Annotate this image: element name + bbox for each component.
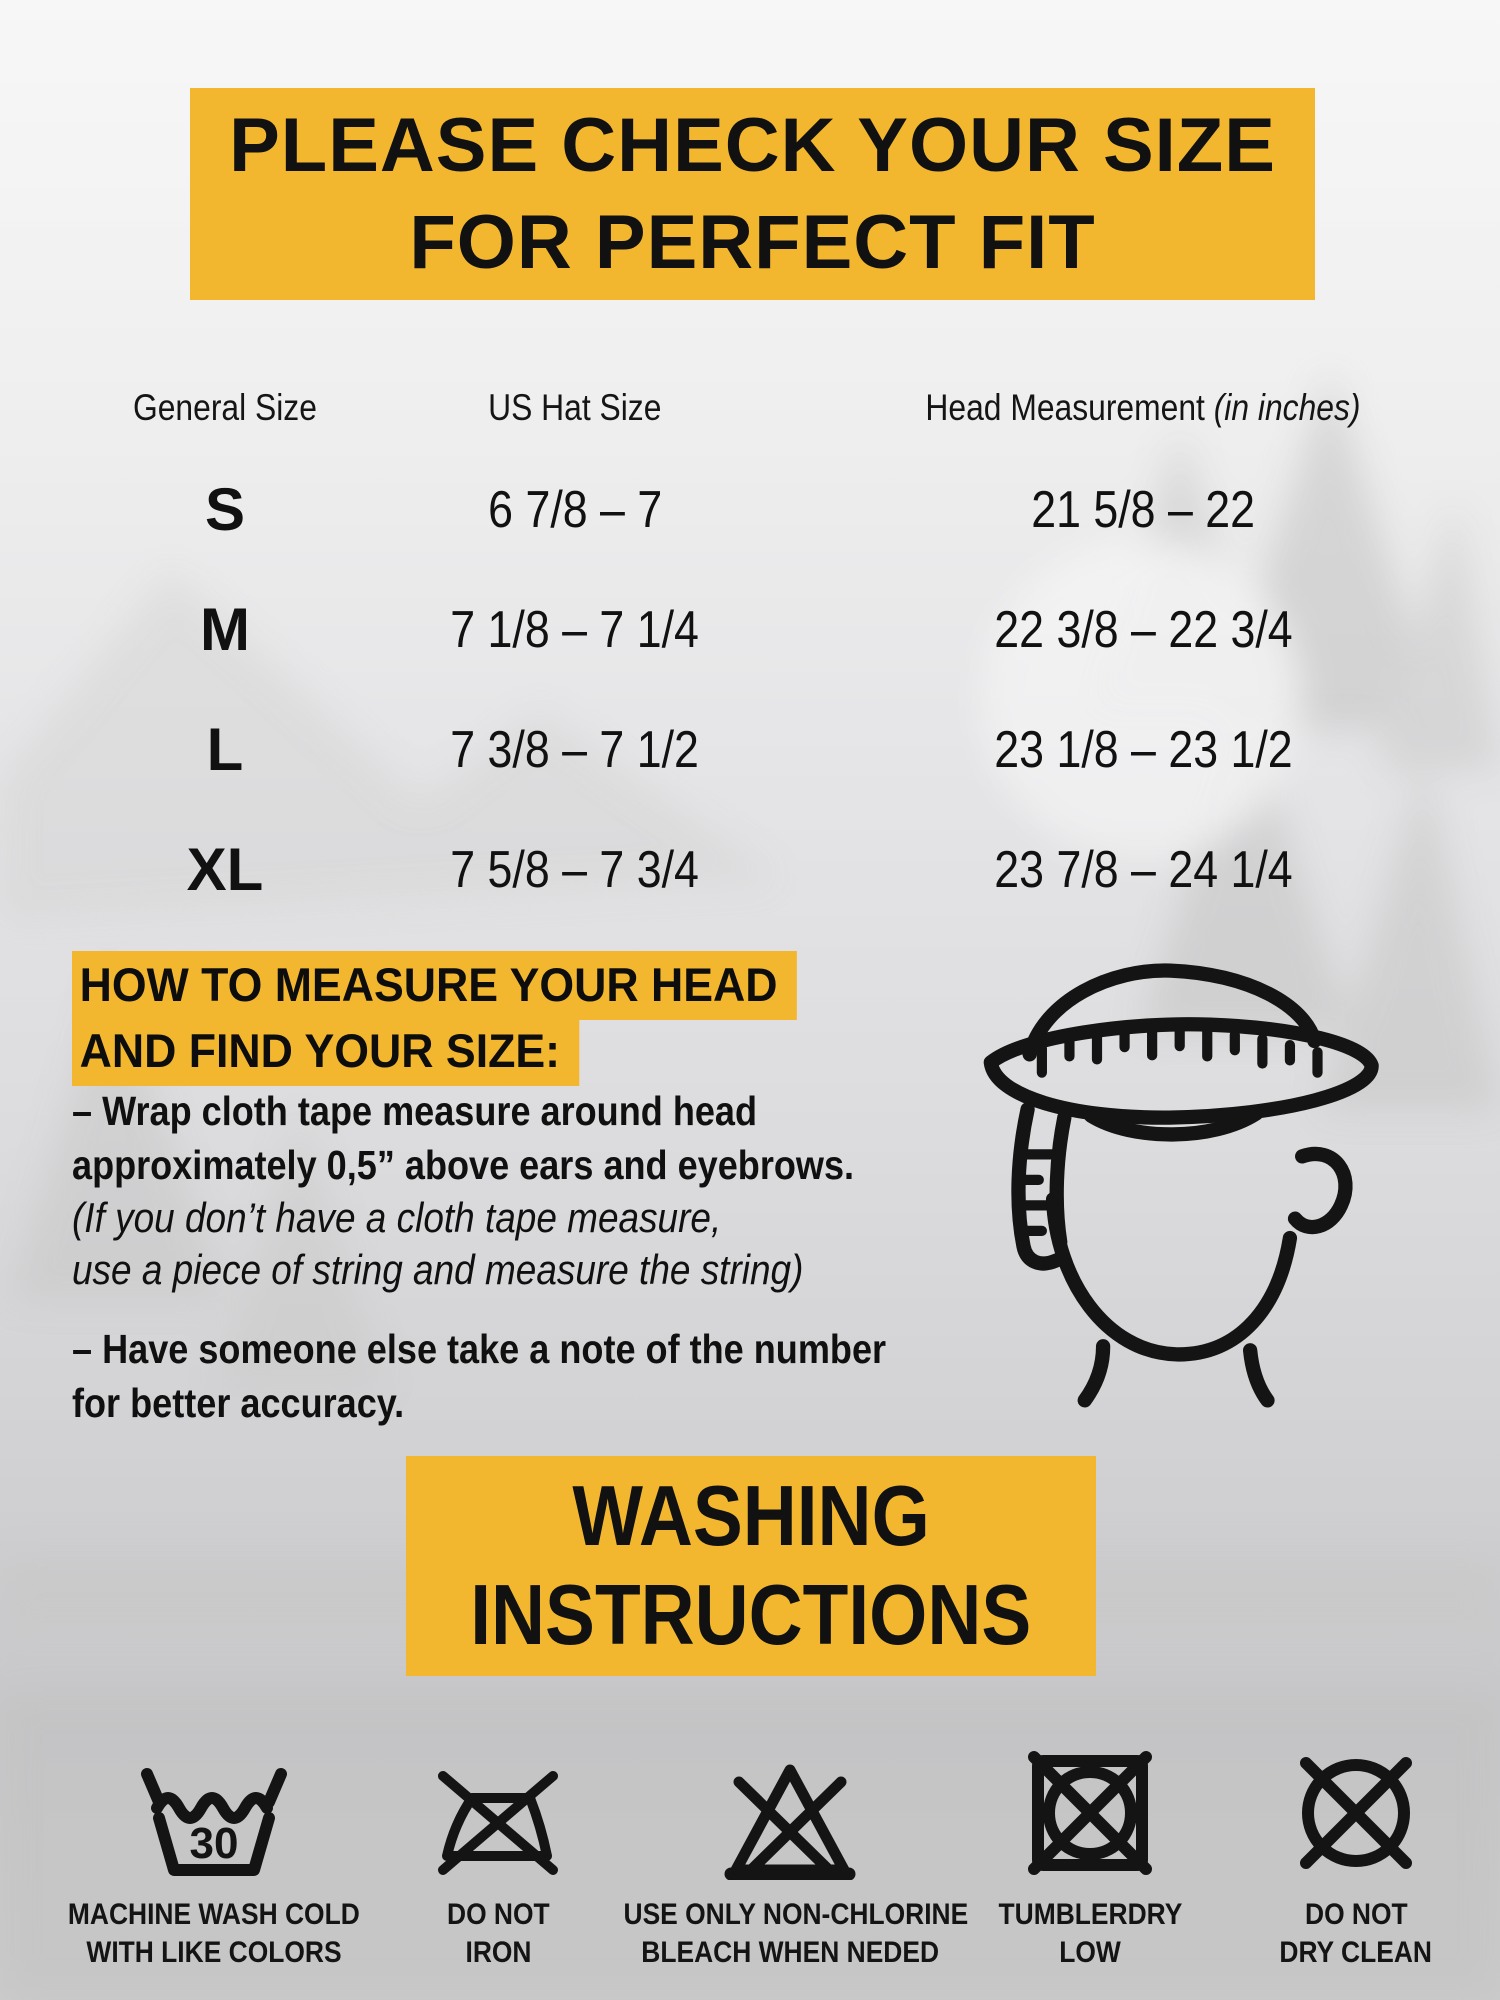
do-not-dry-clean-icon (1289, 1746, 1423, 1880)
us-hat-size-cell: 7 5/8 – 7 3/4 (450, 841, 700, 899)
size-cell: XL (186, 836, 264, 903)
machine-wash-30-icon (133, 1762, 295, 1880)
size-cell: M (200, 596, 250, 663)
us-hat-size-cell: 7 3/8 – 7 1/2 (450, 721, 700, 779)
care-label: DO NOT IRON (446, 1898, 550, 1969)
washing-banner-line1: WASHING (572, 1469, 930, 1564)
us-hat-size-cell: 6 7/8 – 7 (487, 481, 663, 539)
measure-note-line2: use a piece of string and measure the string) (72, 1246, 804, 1293)
measure-step2-line2: for better accuracy. (72, 1380, 405, 1426)
measure-step1-line2: approximately 0,5” above ears and eyebrows. (72, 1142, 855, 1188)
size-cell: S (204, 476, 246, 543)
head-measurement-cell: 22 3/8 – 22 3/4 (993, 601, 1293, 659)
column-header-inches-note: (in inches) (1213, 387, 1361, 428)
measure-step2-line1: – Have someone else take a note of the number (72, 1326, 887, 1372)
measure-step1-line1: – Wrap cloth tape measure around head (72, 1088, 758, 1134)
us-hat-size-cell: 7 1/8 – 7 1/4 (450, 601, 700, 659)
top-banner-line2: FOR PERFECT FIT (409, 200, 1096, 285)
table-row-m (0, 574, 1500, 686)
size-cell: L (206, 716, 244, 783)
care-label: USE ONLY NON-CHLORINE BLEACH WHEN NEDED (623, 1898, 969, 1969)
table-row-l (0, 694, 1500, 806)
care-item-non-chlorine-bleach (600, 1750, 980, 1972)
care-label: TUMBLERDRY LOW (998, 1898, 1182, 1969)
top-banner (190, 88, 1315, 300)
column-header-general-size: General Size (133, 387, 317, 428)
top-banner-line1: PLEASE CHECK YOUR SIZE (229, 103, 1276, 188)
non-chlorine-bleach-icon (714, 1756, 866, 1880)
care-item-do-not-dry-clean (1206, 1750, 1500, 1972)
column-header-us-hat-size: US Hat Size (488, 387, 662, 428)
care-item-machine-wash (44, 1750, 384, 1972)
head-measurement-cell: 23 1/8 – 23 1/2 (993, 721, 1293, 779)
care-label: MACHINE WASH COLD WITH LIKE COLORS (68, 1898, 360, 1969)
size-table-header (0, 383, 1500, 433)
tumble-dry-low-icon (1023, 1746, 1157, 1880)
do-not-iron-icon (434, 1766, 562, 1880)
care-item-tumble-dry-low (940, 1750, 1240, 1972)
washing-banner-line2: INSTRUCTIONS (470, 1568, 1032, 1663)
table-row-s (0, 454, 1500, 566)
measure-heading-line1: HOW TO MEASURE YOUR HEAD (72, 951, 835, 1020)
head-measurement-cell: 21 5/8 – 22 (1031, 481, 1255, 539)
measure-note-line1: (If you don’t have a cloth tape measure, (72, 1194, 722, 1241)
svg-text:30: 30 (189, 1819, 239, 1868)
head-measurement-illustration (950, 942, 1440, 1432)
measure-heading-line2: AND FIND YOUR SIZE: (72, 1017, 606, 1086)
care-label: DO NOT DRY CLEAN (1279, 1898, 1433, 1969)
washing-instructions-banner (406, 1456, 1096, 1676)
column-header-head-measurement: Head Measurement (in inches) (925, 387, 1361, 428)
head-measurement-cell: 23 7/8 – 24 1/4 (993, 841, 1293, 899)
table-row-xl (0, 814, 1500, 926)
